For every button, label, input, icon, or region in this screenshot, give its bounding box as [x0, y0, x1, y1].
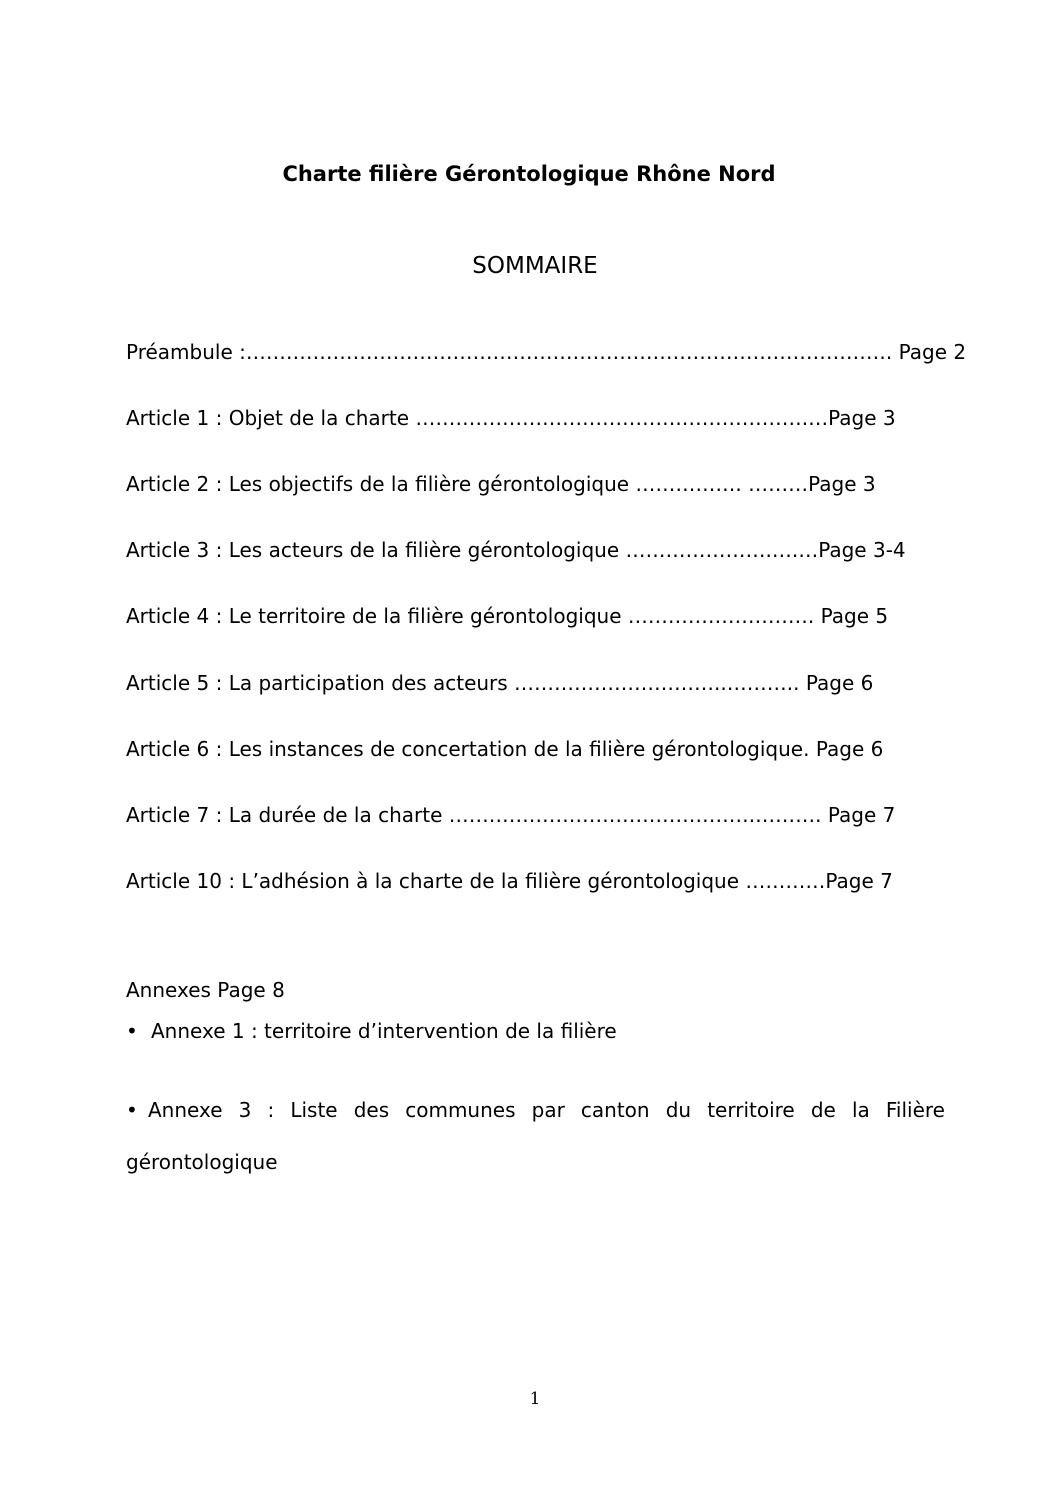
annex-item-1	[126, 1017, 617, 1045]
document-title: Charte filière Gérontologique Rhône Nord	[282, 162, 776, 186]
toc-entry-article-4: Article 4 : Le territoire de la filière gérontologique ………………………. Page 5	[126, 604, 889, 628]
toc-entry-article-2: Article 2 : Les objectifs de la filière gérontologique ……………. ………Page 3	[126, 472, 876, 496]
toc-entry-preambule: Préambule :……………………………………………………………………………………. Page 2	[126, 340, 967, 364]
annex-item-text: Annexe 3 : Liste des communes par canton du territoire de la Filière gérontologique	[126, 1098, 945, 1174]
toc-entry-article-1: Article 1 : Objet de la charte ………………………………….……………….…Page 3	[126, 406, 896, 430]
toc-entry-article-3: Article 3 : Les acteurs de la filière gérontologique ………………….….…Page 3-4	[126, 538, 906, 562]
page-number: 1	[529, 1389, 541, 1409]
toc-entry-article-7: Article 7 : La durée de la charte ……………………………………….………. Page 7	[126, 803, 896, 827]
toc-entry-article-6: Article 6 : Les instances de concertation de la filière gérontologique. Page 6	[126, 737, 884, 761]
annex-item-3	[126, 1084, 945, 1188]
bullet-icon: •	[126, 1098, 138, 1122]
annexes-heading: Annexes Page 8	[126, 978, 285, 1002]
toc-entry-article-5: Article 5 : La participation des acteurs …………………………..……….. Page 6	[126, 671, 874, 695]
summary-heading: SOMMAIRE	[472, 253, 598, 279]
annex-item-text: Annexe 1 : territoire d’intervention de la filière	[151, 1019, 617, 1043]
toc-entry-article-10: Article 10 : L’adhésion à la charte de la filière gérontologique …………Page 7	[126, 869, 893, 893]
bullet-icon: •	[126, 1019, 138, 1043]
